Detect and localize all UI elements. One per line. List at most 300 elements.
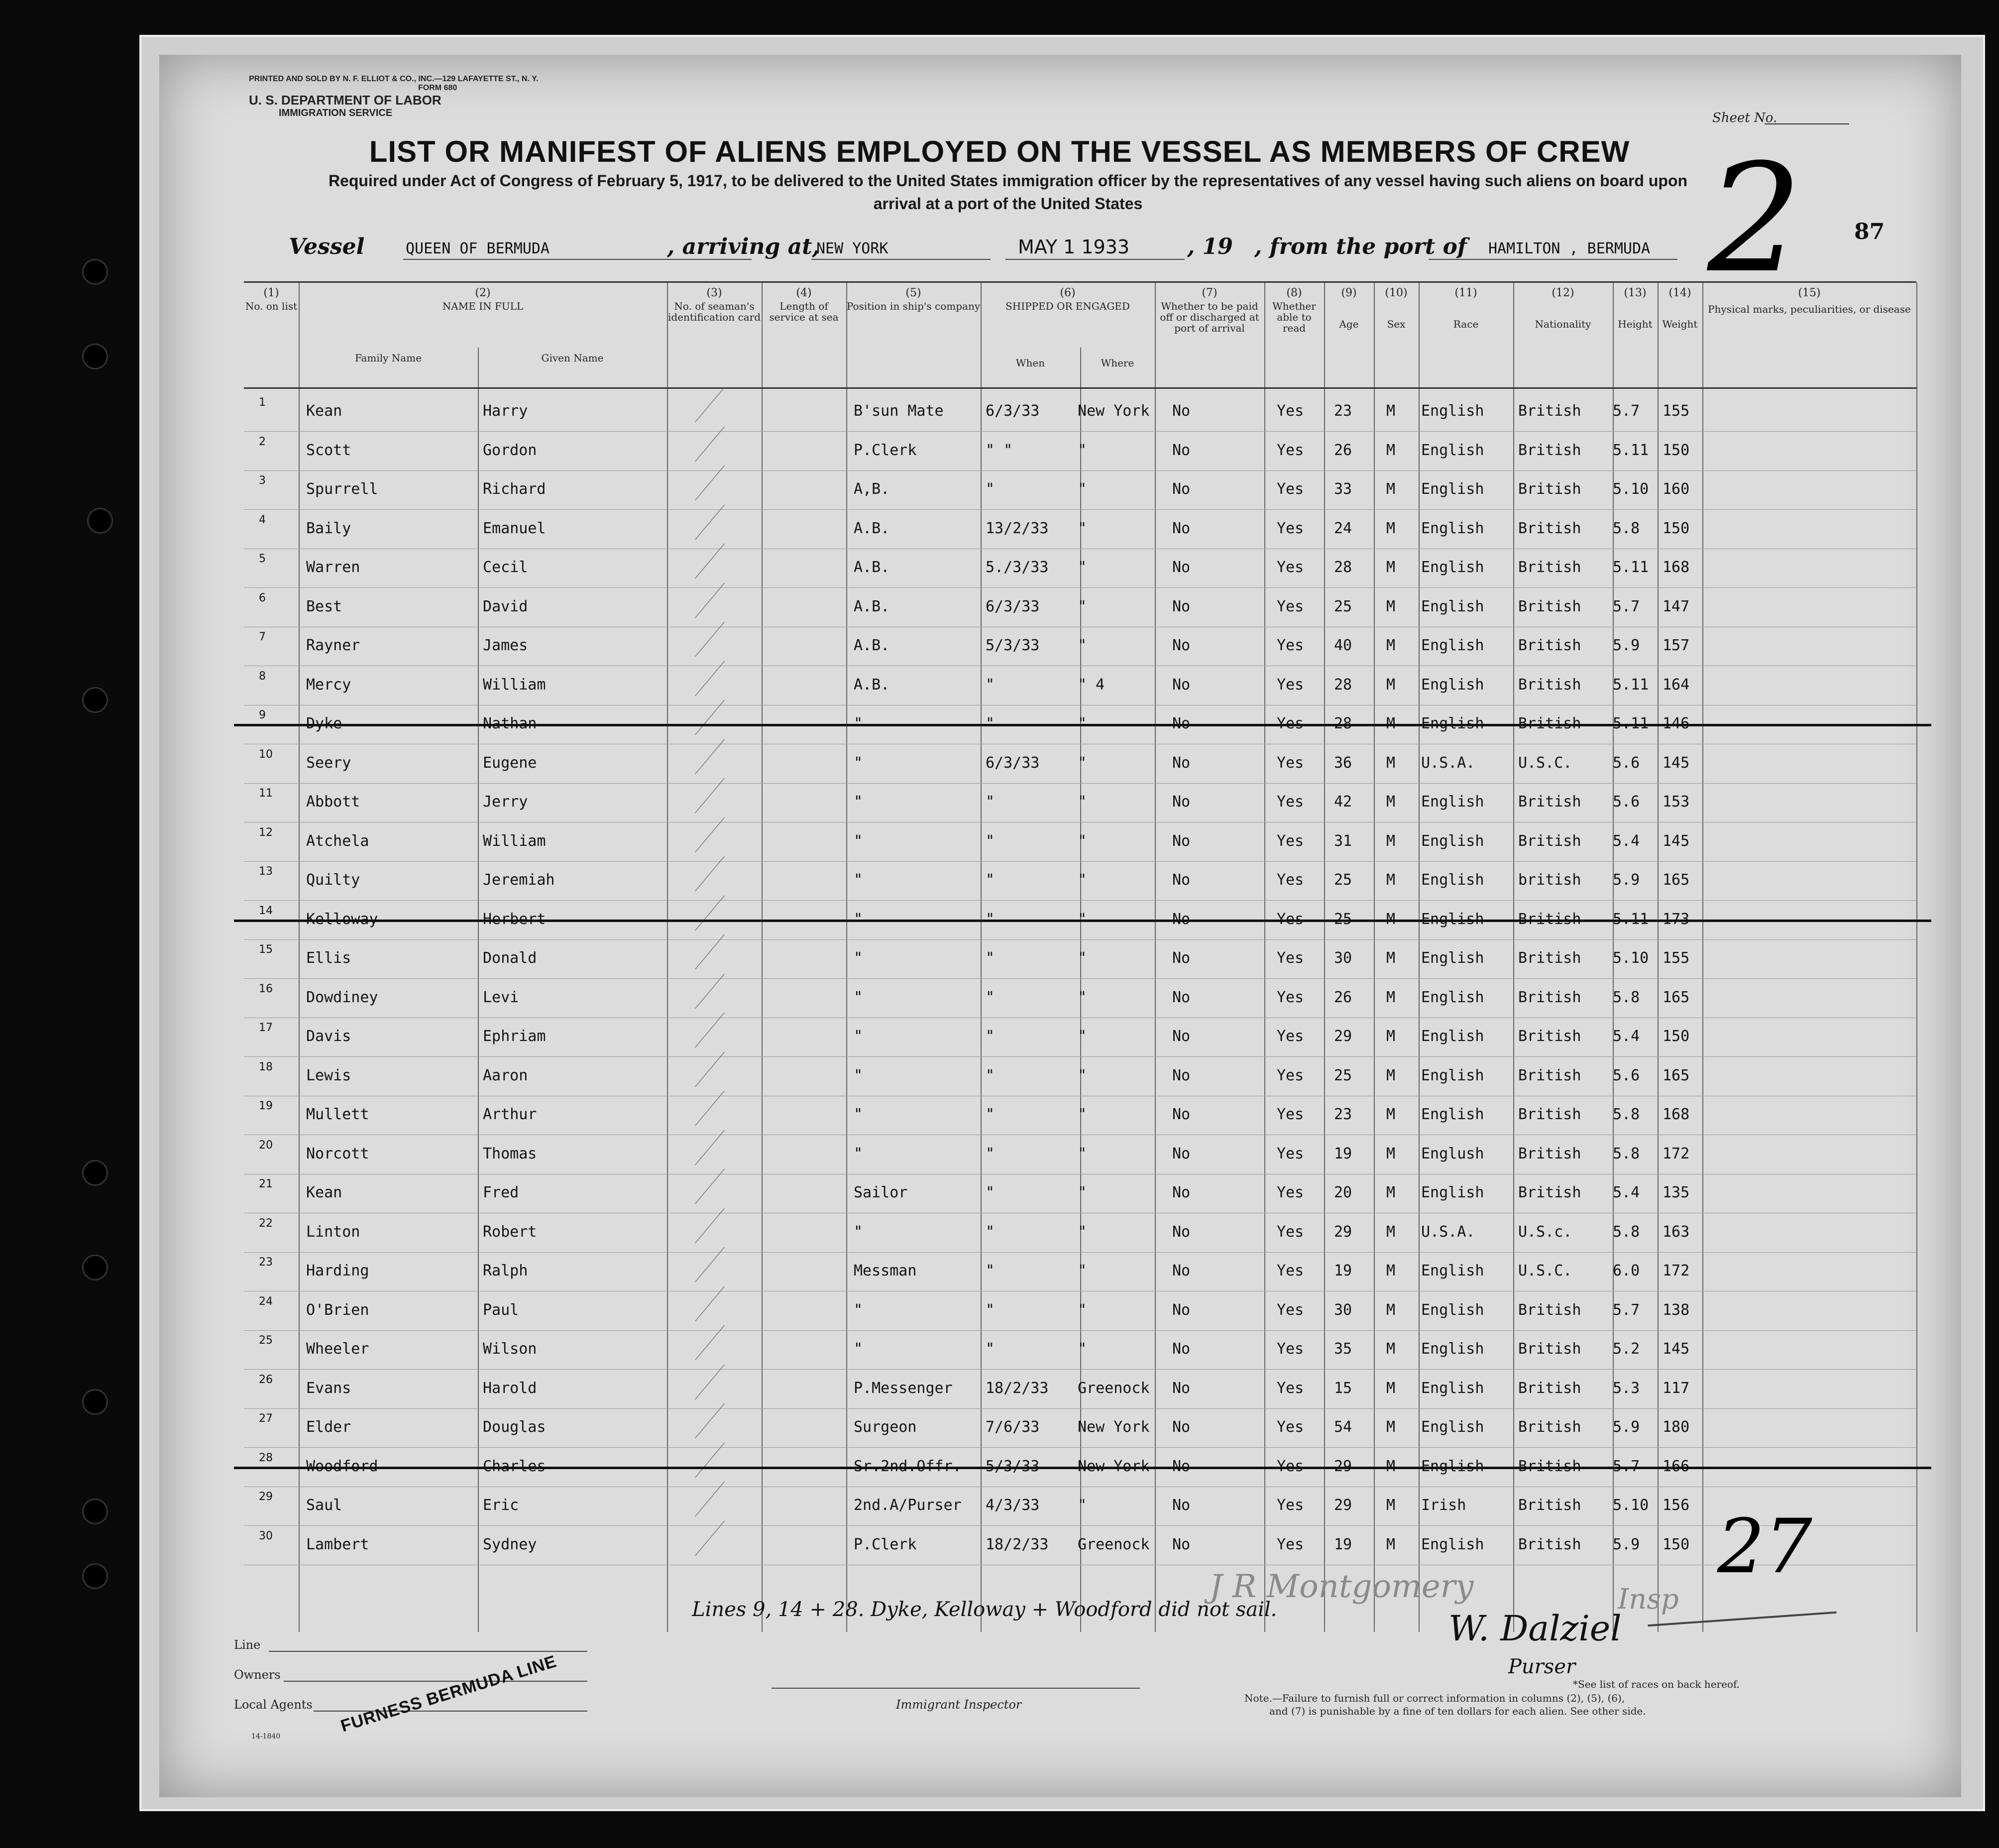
strike-through-line: [234, 1467, 1931, 1469]
nationality: British: [1518, 1418, 1581, 1436]
checkmark-stroke: [635, 778, 725, 813]
family-name-header: Family Name: [354, 352, 422, 364]
crew-row: [244, 1252, 1916, 1291]
sex: M: [1386, 637, 1396, 654]
position: ": [854, 910, 863, 928]
crew-row: [244, 1174, 1916, 1213]
weight: 146: [1663, 715, 1690, 732]
race: U.S.A.: [1421, 1223, 1475, 1241]
weight: 165: [1663, 1066, 1690, 1084]
height: 5.10: [1613, 480, 1649, 498]
inspector-signature: J R Montgomery: [1210, 1568, 1474, 1605]
crew-count-handwritten: 27: [1717, 1503, 1812, 1590]
header-rule: [244, 387, 1916, 389]
sex: M: [1386, 715, 1396, 732]
able-to-read: Yes: [1277, 1145, 1304, 1162]
able-to-read: Yes: [1277, 754, 1304, 772]
crew-row: [244, 901, 1916, 940]
able-to-read: Yes: [1277, 1106, 1304, 1123]
inspector-signature-line: [772, 1688, 1140, 1689]
row-number: 16: [259, 982, 273, 995]
row-number: 20: [259, 1139, 273, 1152]
race: English: [1421, 715, 1484, 732]
header-age: [1324, 283, 1374, 387]
able-to-read: Yes: [1277, 1223, 1304, 1241]
height: 5.7: [1613, 1457, 1640, 1475]
given-name: Harold: [483, 1379, 537, 1397]
age: 24: [1334, 519, 1352, 537]
inspector-label: Immigrant Inspector: [896, 1698, 1022, 1712]
column-number: (2): [475, 287, 491, 299]
column-label: Physical marks, peculiarities, or disease: [1708, 303, 1911, 315]
column-label: NAME IN FULL: [442, 300, 524, 312]
position: Surgeon: [854, 1418, 917, 1436]
sex: M: [1386, 988, 1396, 1006]
column-label: Height: [1618, 318, 1653, 330]
row-number: 17: [259, 1022, 273, 1034]
arriving-label: , arriving at,: [667, 234, 820, 259]
header-length-of-service: [762, 283, 846, 387]
paid-off: No: [1172, 832, 1191, 850]
position: A.B.: [854, 676, 890, 693]
able-to-read: Yes: [1277, 1301, 1304, 1319]
row-number: 30: [259, 1529, 273, 1542]
paid-off: No: [1172, 1028, 1191, 1045]
given-name: Jerry: [483, 793, 528, 810]
column-label: No. of seaman's identification card: [667, 300, 761, 323]
shipped-when: 5./3/33: [986, 559, 1049, 576]
row-number: 7: [259, 631, 266, 643]
nationality: British: [1518, 597, 1581, 615]
row-number: 1: [259, 396, 266, 409]
sex: M: [1386, 402, 1396, 420]
age: 30: [1334, 949, 1352, 967]
height: 5.11: [1613, 676, 1649, 693]
family-name: Dowdiney: [306, 988, 378, 1006]
weight: 172: [1663, 1145, 1690, 1162]
race: English: [1421, 637, 1484, 654]
weight: 155: [1663, 402, 1690, 420]
shipped-where: ": [1078, 910, 1087, 928]
family-name: Saul: [306, 1497, 342, 1514]
shipped-where: ": [1078, 1262, 1087, 1279]
position: ": [854, 1223, 863, 1241]
position: 2nd.A/Purser: [854, 1497, 962, 1514]
form-number: FORM 680: [418, 84, 457, 92]
family-name: Kean: [306, 402, 342, 420]
age: 29: [1334, 1457, 1352, 1475]
checkmark-stroke: [635, 1091, 725, 1126]
height: 5.11: [1613, 559, 1649, 576]
handwritten-note: Lines 9, 14 + 28. Dyke, Kelloway + Woodford did not sail.: [692, 1598, 1277, 1621]
footer-area: [234, 1568, 1926, 1792]
shipped-where: Greenock: [1078, 1379, 1150, 1397]
weight: 165: [1663, 871, 1690, 889]
nationality: British: [1518, 1379, 1581, 1397]
sex: M: [1386, 1106, 1396, 1123]
height: 5.11: [1613, 715, 1649, 732]
sex: M: [1386, 519, 1396, 537]
given-name: Wilson: [483, 1340, 537, 1358]
punch-hole: [82, 259, 108, 285]
sheet-number-label: Sheet No.: [1712, 111, 1777, 125]
row-number: 10: [259, 748, 273, 761]
line-underline: [269, 1651, 587, 1652]
race: English: [1421, 910, 1484, 928]
shipped-where: ": [1078, 1301, 1087, 1319]
checkmark-stroke: [635, 1130, 725, 1165]
position: P.Clerk: [854, 441, 917, 459]
shipped-when: ": [986, 910, 995, 928]
position: ": [854, 1301, 863, 1319]
weight: 145: [1663, 1340, 1690, 1358]
height: 5.11: [1613, 441, 1649, 459]
sex: M: [1386, 1379, 1396, 1397]
given-name: William: [483, 676, 546, 693]
able-to-read: Yes: [1277, 1457, 1304, 1475]
header-physical-marks: [1702, 283, 1916, 387]
shipped-when: 6/3/33: [986, 597, 1040, 615]
sheet-number-handwritten: 2: [1707, 132, 1802, 306]
able-to-read: Yes: [1277, 1418, 1304, 1436]
weight: 156: [1663, 1497, 1690, 1514]
arriving-port: NEW YORK: [816, 240, 888, 257]
nationality: British: [1518, 559, 1581, 576]
row-number: 22: [259, 1217, 273, 1230]
crew-row: [244, 392, 1916, 432]
shipped-when: ": [986, 871, 995, 889]
height: 5.9: [1613, 1418, 1640, 1436]
age: 30: [1334, 1301, 1352, 1319]
given-name: Robert: [483, 1223, 537, 1241]
nationality: British: [1518, 910, 1581, 928]
able-to-read: Yes: [1277, 637, 1304, 654]
family-name: Ellis: [306, 949, 351, 967]
able-to-read: Yes: [1277, 715, 1304, 732]
row-number: 3: [259, 474, 266, 487]
race: English: [1421, 1379, 1484, 1397]
given-name: Ralph: [483, 1262, 528, 1279]
nationality: British: [1518, 1301, 1581, 1319]
paid-off: No: [1172, 1379, 1191, 1397]
line-label: Line: [234, 1638, 261, 1652]
crew-row: [244, 549, 1916, 588]
able-to-read: Yes: [1277, 1379, 1304, 1397]
crew-row: [244, 1018, 1916, 1057]
height: 5.8: [1613, 988, 1640, 1006]
header-height: [1613, 283, 1658, 387]
paid-off: No: [1172, 1497, 1191, 1514]
shipped-where: ": [1078, 832, 1087, 850]
able-to-read: Yes: [1277, 1066, 1304, 1084]
row-number: 24: [259, 1295, 273, 1308]
paid-off: No: [1172, 910, 1191, 928]
able-to-read: Yes: [1277, 871, 1304, 889]
header-name-in-full: [299, 283, 667, 387]
age: 20: [1334, 1184, 1352, 1201]
sex: M: [1386, 793, 1396, 810]
printer-note: [249, 75, 538, 93]
paid-off: No: [1172, 676, 1191, 693]
shipped-where: ": [1078, 949, 1087, 967]
shipped-where: ": [1078, 871, 1087, 889]
given-name: Fred: [483, 1184, 519, 1201]
position: ": [854, 949, 863, 967]
height: 5.6: [1613, 793, 1640, 810]
family-name: Rayner: [306, 637, 360, 654]
weight: 135: [1663, 1184, 1690, 1201]
shipped-when: ": [986, 1184, 995, 1201]
checkmark-stroke: [635, 661, 725, 696]
owners-label: Owners: [234, 1668, 281, 1682]
shipped-where: ": [1078, 1340, 1087, 1358]
shipped-where: ": [1078, 441, 1087, 459]
row-number: 11: [259, 787, 273, 800]
column-number: (10): [1385, 287, 1408, 299]
height: 5.7: [1613, 597, 1640, 615]
race: U.S.A.: [1421, 754, 1475, 772]
nationality: British: [1518, 1066, 1581, 1084]
position: Messman: [854, 1262, 917, 1279]
nationality: British: [1518, 1184, 1581, 1201]
height: 5.4: [1613, 1028, 1640, 1045]
row-number: 28: [259, 1451, 273, 1464]
paid-off: No: [1172, 637, 1191, 654]
nationality: British: [1518, 480, 1581, 498]
checkmark-stroke: [635, 1443, 725, 1478]
owners-underline: [284, 1681, 587, 1682]
header-position: [846, 283, 981, 387]
able-to-read: Yes: [1277, 441, 1304, 459]
shipped-where: ": [1078, 754, 1087, 772]
sex: M: [1386, 1145, 1396, 1162]
column-label: Age: [1339, 318, 1359, 330]
paid-off: No: [1172, 1184, 1191, 1201]
shipped-when: ": [986, 793, 995, 810]
race: English: [1421, 1106, 1484, 1123]
race: English: [1421, 1066, 1484, 1084]
column-label: Position in ship's company: [846, 300, 981, 312]
column-label: Length of service at sea: [769, 300, 839, 323]
checkmark-stroke: [635, 1247, 725, 1282]
race: English: [1421, 871, 1484, 889]
paid-off: No: [1172, 715, 1191, 732]
paid-off: No: [1172, 1301, 1191, 1319]
weight: 147: [1663, 597, 1690, 615]
service-name: IMMIGRATION SERVICE: [279, 108, 393, 118]
paid-off: No: [1172, 402, 1191, 420]
age: 33: [1334, 480, 1352, 498]
given-name: Charles: [483, 1457, 546, 1475]
crew-row: [244, 470, 1916, 510]
shipped-where: ": [1078, 988, 1087, 1006]
race: Englush: [1421, 1145, 1484, 1162]
shipped-when: 5/3/33: [986, 637, 1040, 654]
shipped-when: ": [986, 676, 995, 693]
from-port: HAMILTON , BERMUDA: [1488, 240, 1651, 257]
height: 5.8: [1613, 1223, 1640, 1241]
sex: M: [1386, 1301, 1396, 1319]
column-number: (11): [1454, 287, 1477, 299]
line-stamp: FURNESS BERMUDA LINE: [338, 1652, 559, 1736]
crew-row: [244, 588, 1916, 627]
nationality: British: [1518, 1106, 1581, 1123]
given-name: Eugene: [483, 754, 537, 772]
position: A.B.: [854, 519, 890, 537]
age: 26: [1334, 441, 1352, 459]
row-number: 14: [259, 904, 273, 917]
page-title: LIST OR MANIFEST OF ALIENS EMPLOYED ON THE VESSEL AS MEMBERS OF CREW: [369, 135, 1630, 168]
nationality: British: [1518, 676, 1581, 693]
checkmark-stroke: [635, 739, 725, 774]
given-name: William: [483, 832, 546, 850]
race: English: [1421, 559, 1484, 576]
position: P.Clerk: [854, 1535, 917, 1553]
given-name: Harry: [483, 402, 528, 420]
crew-row: [244, 1330, 1916, 1370]
family-name: O'Brien: [306, 1301, 369, 1319]
purser-signature: W. Dalziel: [1448, 1608, 1622, 1649]
race: Irish: [1421, 1497, 1466, 1514]
crew-row: [244, 744, 1916, 784]
row-number: 18: [259, 1060, 273, 1073]
race: English: [1421, 1535, 1484, 1553]
paid-off: No: [1172, 1106, 1191, 1123]
form-code: 14-1840: [251, 1732, 281, 1740]
column-label: SHIPPED OR ENGAGED: [1005, 300, 1130, 312]
header-paid-off: [1155, 283, 1264, 387]
weight: 168: [1663, 559, 1690, 576]
family-name: Abbott: [306, 793, 360, 810]
able-to-read: Yes: [1277, 559, 1304, 576]
race: English: [1421, 480, 1484, 498]
sex: M: [1386, 1535, 1396, 1553]
sex: M: [1386, 1028, 1396, 1045]
family-name: Evans: [306, 1379, 351, 1397]
given-name: Cecil: [483, 559, 528, 576]
crew-row: [244, 1526, 1916, 1565]
nationality: British: [1518, 715, 1581, 732]
shipped-where: ": [1078, 793, 1087, 810]
sex: M: [1386, 1066, 1396, 1084]
shipped-where: " 4: [1078, 676, 1105, 693]
height: 5.7: [1613, 402, 1640, 420]
race: English: [1421, 1262, 1484, 1279]
crew-row: [244, 861, 1916, 901]
age: 35: [1334, 1340, 1352, 1358]
sex: M: [1386, 559, 1396, 576]
crew-row: [244, 1448, 1916, 1487]
given-name-header: Given Name: [541, 352, 604, 364]
header-id-card: [667, 283, 762, 387]
shipped-when: ": [986, 480, 995, 498]
weight: 117: [1663, 1379, 1690, 1397]
shipped-when: 18/2/33: [986, 1535, 1049, 1553]
crew-row: [244, 1291, 1916, 1331]
given-name: Arthur: [483, 1106, 537, 1123]
race: English: [1421, 793, 1484, 810]
age: 25: [1334, 871, 1352, 889]
position: A.B.: [854, 637, 890, 654]
given-name: Emanuel: [483, 519, 546, 537]
row-number: 2: [259, 435, 266, 448]
weight: 150: [1663, 519, 1690, 537]
column-number: (12): [1552, 287, 1574, 299]
shipped-when: 6/3/33: [986, 402, 1040, 420]
age: 29: [1334, 1497, 1352, 1514]
nationality: U.S.c.: [1518, 1223, 1572, 1241]
sheet-number-line: [1765, 123, 1849, 124]
weight: 172: [1663, 1262, 1690, 1279]
shipped-where: Greenock: [1078, 1535, 1150, 1553]
shipped-where: ": [1078, 519, 1087, 537]
checkmark-stroke: [635, 427, 725, 462]
position: Sailor: [854, 1184, 908, 1201]
age: 36: [1334, 754, 1352, 772]
able-to-read: Yes: [1277, 1262, 1304, 1279]
nationality: British: [1518, 1340, 1581, 1358]
age: 29: [1334, 1223, 1352, 1241]
able-to-read: Yes: [1277, 402, 1304, 420]
height: 5.9: [1613, 1535, 1640, 1553]
row-number: 26: [259, 1373, 273, 1386]
race: English: [1421, 988, 1484, 1006]
given-name: Gordon: [483, 441, 537, 459]
checkmark-stroke: [635, 1325, 725, 1360]
weight: 180: [1663, 1418, 1690, 1436]
height: 5.6: [1613, 1066, 1640, 1084]
sex: M: [1386, 832, 1396, 850]
family-name: Lewis: [306, 1066, 351, 1084]
sex: M: [1386, 910, 1396, 928]
arrival-date: MAY 1 1933: [1018, 236, 1130, 258]
shipped-where: ": [1078, 559, 1087, 576]
punch-hole: [82, 1563, 108, 1589]
crew-row: [244, 666, 1916, 705]
nationality: British: [1518, 1497, 1581, 1514]
shipped-when: ": [986, 949, 995, 967]
family-name: Warren: [306, 559, 360, 576]
nationality: U.S.C.: [1518, 1262, 1572, 1279]
race: English: [1421, 1301, 1484, 1319]
shipped-when: ": [986, 988, 995, 1006]
family-name: Mercy: [306, 676, 351, 693]
paid-off: No: [1172, 1262, 1191, 1279]
row-number: 25: [259, 1334, 273, 1347]
family-name: Woodford: [306, 1457, 378, 1475]
family-name: Baily: [306, 519, 351, 537]
shipped-when: ": [986, 1106, 995, 1123]
given-name: Nathan: [483, 715, 537, 732]
column-number: (3): [706, 287, 722, 299]
position: Sr.2nd.Offr.: [854, 1457, 962, 1475]
row-number: 12: [259, 826, 273, 839]
sex: M: [1386, 1184, 1396, 1201]
purser-title: Purser: [1508, 1655, 1576, 1678]
shipped-when: ": [986, 1066, 995, 1084]
checkmark-stroke: [635, 1365, 725, 1399]
age: 15: [1334, 1379, 1352, 1397]
penalty-note-line1: Note.—Failure to furnish full or correct information in columns (2), (5), (6),: [1244, 1692, 1625, 1704]
column-number: (15): [1798, 287, 1821, 299]
printer-line: PRINTED AND SOLD BY N. F. ELLIOT & CO., INC.—129 LAFAYETTE ST., N. Y.: [249, 75, 539, 83]
paid-off: No: [1172, 441, 1191, 459]
crew-row: [244, 1213, 1916, 1253]
checkmark-stroke: [635, 817, 725, 852]
family-name: Wheeler: [306, 1340, 369, 1358]
checkmark-stroke: [635, 622, 725, 657]
row-number: 13: [259, 865, 273, 878]
